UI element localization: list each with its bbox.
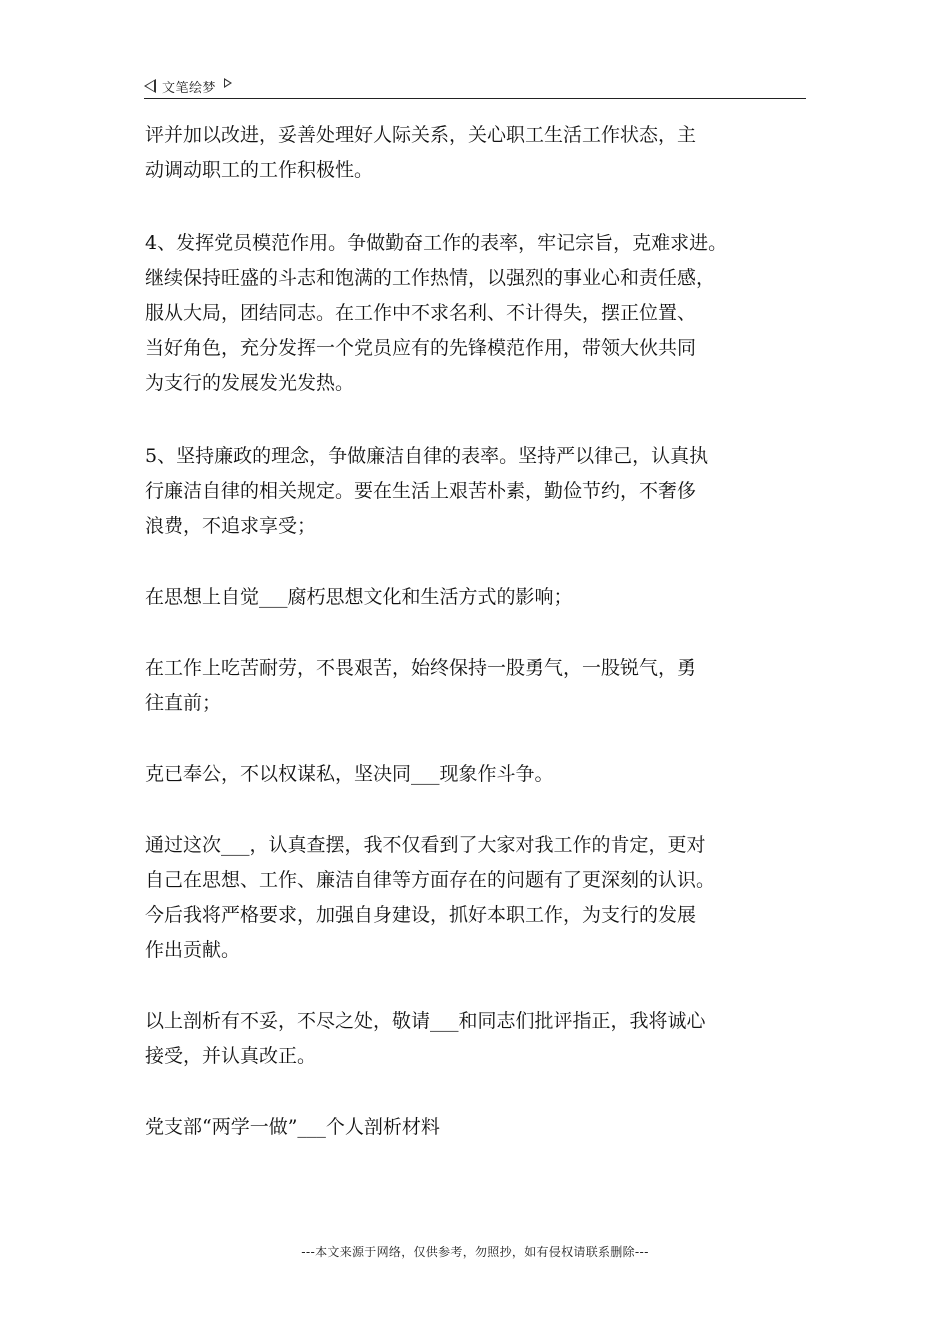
triangle-right-icon bbox=[224, 78, 232, 88]
paragraph-8 bbox=[145, 1004, 810, 1074]
paragraph-line: 今后我将严格要求，加强自身建设，抓好本职工作，为支行的发展 bbox=[145, 904, 697, 926]
paragraph-line: 党支部“两学一做”___个人剖析材料 bbox=[145, 1116, 440, 1138]
paragraph-line: 在工作上吃苦耐劳，不畏艰苦，始终保持一股勇气，一股锐气，勇 bbox=[145, 657, 697, 679]
paragraph-line: 通过这次___，认真查摆，我不仅看到了大家对我工作的肯定，更对 bbox=[145, 834, 706, 856]
document-body bbox=[145, 118, 810, 1145]
paragraph-line: 继续保持旺盛的斗志和饱满的工作热情，以强烈的事业心和责任感， bbox=[145, 267, 716, 289]
paragraph-line: 当好角色，充分发挥一个党员应有的先锋模范作用，带领大伙共同 bbox=[145, 337, 697, 359]
paragraph-line: 浪费，不追求享受； bbox=[145, 515, 317, 537]
paragraph-line: 行廉洁自律的相关规定。要在生活上艰苦朴素，勤俭节约，不奢侈 bbox=[145, 480, 697, 502]
paragraph-line: 接受，并认真改正。 bbox=[145, 1045, 317, 1067]
paragraph-line: 在思想上自觉___腐朽思想文化和生活方式的影响； bbox=[145, 586, 573, 608]
triangle-left-icon bbox=[144, 79, 156, 93]
paragraph-4 bbox=[145, 580, 810, 615]
paragraph-1 bbox=[145, 118, 810, 188]
paragraph-line: 克已奉公，不以权谋私，坚决同___现象作斗争。 bbox=[145, 763, 554, 785]
footer-notice: ---本文来源于网络，仅供参考，勿照抄，如有侵权请联系删除--- bbox=[301, 1245, 649, 1259]
paragraph-line: 以上剖析有不妥，不尽之处，敬请___和同志们批评指正，我将诚心 bbox=[145, 1010, 706, 1032]
header-rule bbox=[144, 98, 806, 99]
paragraph-line: 5、坚持廉政的理念，争做廉洁自律的表率。坚持严以律己，认真执 bbox=[145, 445, 709, 467]
paragraph-line: 自己在思想、工作、廉洁自律等方面存在的问题有了更深刻的认识。 bbox=[145, 869, 716, 891]
paragraph-line: 服从大局，团结同志。在工作中不求名利、不计得失，摆正位置、 bbox=[145, 302, 697, 324]
paragraph-line: 作出贡献。 bbox=[145, 939, 241, 961]
paragraph-line: 往直前； bbox=[145, 692, 222, 714]
paragraph-line: 为支行的发展发光发热。 bbox=[145, 372, 355, 394]
paragraph-line: 4、发挥党员模范作用。争做勤奋工作的表率，牢记宗旨，克难求进。 bbox=[145, 232, 728, 254]
paragraph-line: 评并加以改进，妥善处理好人际关系，关心职工生活工作状态，主 bbox=[145, 124, 697, 146]
header-brand: 文笔绘梦 bbox=[162, 80, 217, 96]
paragraph-line: 动调动职工的工作积极性。 bbox=[145, 159, 374, 181]
paragraph-7 bbox=[145, 828, 810, 968]
paragraph-6 bbox=[145, 757, 810, 792]
paragraph-3 bbox=[145, 439, 810, 544]
paragraph-9 bbox=[145, 1110, 810, 1145]
paragraph-2 bbox=[145, 226, 810, 401]
paragraph-5 bbox=[145, 651, 810, 721]
page-header bbox=[144, 74, 806, 98]
